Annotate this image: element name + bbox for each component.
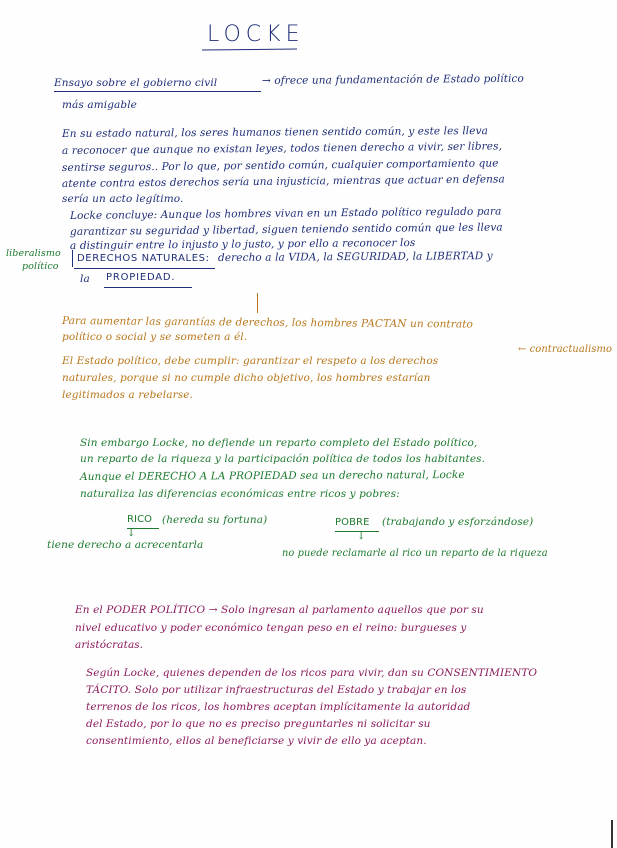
text-line: nivel educativo y poder económico tengan peso en el reino: burgueses y xyxy=(75,622,467,634)
text-line: terrenos de los ricos, los hombres aceptan implícitamente la autoridad xyxy=(86,701,471,713)
text-line: aristócratas. xyxy=(75,639,144,651)
text-line: consentimiento, ellos al beneficiarse y vivir de ello ya aceptan. xyxy=(86,735,427,747)
text-line: atente contra estos derechos sería una injusticia, mientras que actuar en defensa xyxy=(61,173,505,190)
text-line: naturaliza las diferencias económicas entre ricos y pobres: xyxy=(80,488,400,500)
text-line: derecho a la VIDA, la SEGURIDAD, la LIBERTAD y xyxy=(217,250,493,264)
text-line: Para aumentar las garantías de derechos, los hombres PACTAN un contrato xyxy=(61,315,474,331)
margin-note-liberalismo: liberalismo xyxy=(6,248,61,259)
text-line: Según Locke, quienes dependen de los ricos para vivir, dan su CONSENTIMIENTO xyxy=(86,667,538,679)
rico-result: tiene derecho a acrecentarla xyxy=(47,539,204,551)
rico-label: RICO xyxy=(127,514,153,525)
text-line: Aunque el DERECHO A LA PROPIEDAD sea un derecho natural, Locke xyxy=(79,468,465,483)
text-line: un reparto de la riqueza y la participación política de todos los habitantes. xyxy=(80,453,486,465)
propiedad-label: PROPIEDAD. xyxy=(106,272,176,283)
text-line: En su estado natural, los seres humanos tienen sentido común, y este les lleva xyxy=(61,125,489,140)
text-line: sería un acto legítimo. xyxy=(62,193,184,205)
title-underline xyxy=(202,49,297,51)
text-line: legitimados a rebelarse. xyxy=(62,389,193,401)
pobre-note: (trabajando y esforzándose) xyxy=(382,516,534,528)
text-line: la xyxy=(80,273,90,285)
text-line: sentirse seguros.. Por lo que, por sentido común, cualquier comportamiento que xyxy=(61,157,499,174)
text-line: naturales, porque si no cumple dicho objetivo, los hombres estarían xyxy=(62,372,431,384)
propiedad-underline xyxy=(104,287,192,288)
rico-note: (hereda su fortuna) xyxy=(162,514,268,526)
derechos-naturales-label: DERECHOS NATURALES: xyxy=(77,253,210,264)
margin-note-politico: político xyxy=(22,261,59,272)
essay-title-underline xyxy=(54,91,261,92)
essay-description: → ofrece una fundamentación de Estado político xyxy=(261,72,524,87)
text-line: garantizar su seguridad y libertad, siguen teniendo sentido común que les lleva xyxy=(69,221,503,238)
contractualismo-note: ← contractualismo xyxy=(518,344,613,355)
page-title: LOCKE xyxy=(207,22,305,47)
derechos-underline xyxy=(74,268,215,269)
pobre-result: no puede reclamarle al rico un reparto de la riqueza xyxy=(282,548,548,559)
pobre-label: POBRE xyxy=(335,517,370,528)
text-line: El Estado político, debe cumplir: garantizar el respeto a los derechos xyxy=(62,355,439,367)
text-line: TÁCITO. Solo por utilizar infraestructuras del Estado y trabajar en los xyxy=(86,684,467,696)
text-line: Sin embargo Locke, no defiende un reparto completo del Estado político, xyxy=(80,437,478,449)
text-line: a distinguir entre lo injusto y lo justo, y por ello a reconocer los xyxy=(69,236,416,252)
orange-bracket xyxy=(257,293,258,313)
text-line: más amigable xyxy=(62,99,137,111)
page-edge-mark xyxy=(611,820,613,848)
text-line: Locke concluye: Aunque los hombres vivan en un Estado político regulado para xyxy=(69,205,502,222)
essay-title: Ensayo sobre el gobierno civil xyxy=(54,77,218,89)
text-line: a reconocer que aunque no existan leyes, todos tienen derecho a vivir, ser libres, xyxy=(61,140,503,157)
down-arrow-icon: ↓ xyxy=(127,528,136,539)
text-line: del Estado, por lo que no es preciso preguntarles ni solicitar su xyxy=(86,718,431,730)
text-line: En el PODER POLÍTICO → Solo ingresan al parlamento aquellos que por su xyxy=(75,604,484,616)
text-line: político o social y se someten a él. xyxy=(62,331,248,343)
down-arrow-icon: ↓ xyxy=(357,531,366,542)
